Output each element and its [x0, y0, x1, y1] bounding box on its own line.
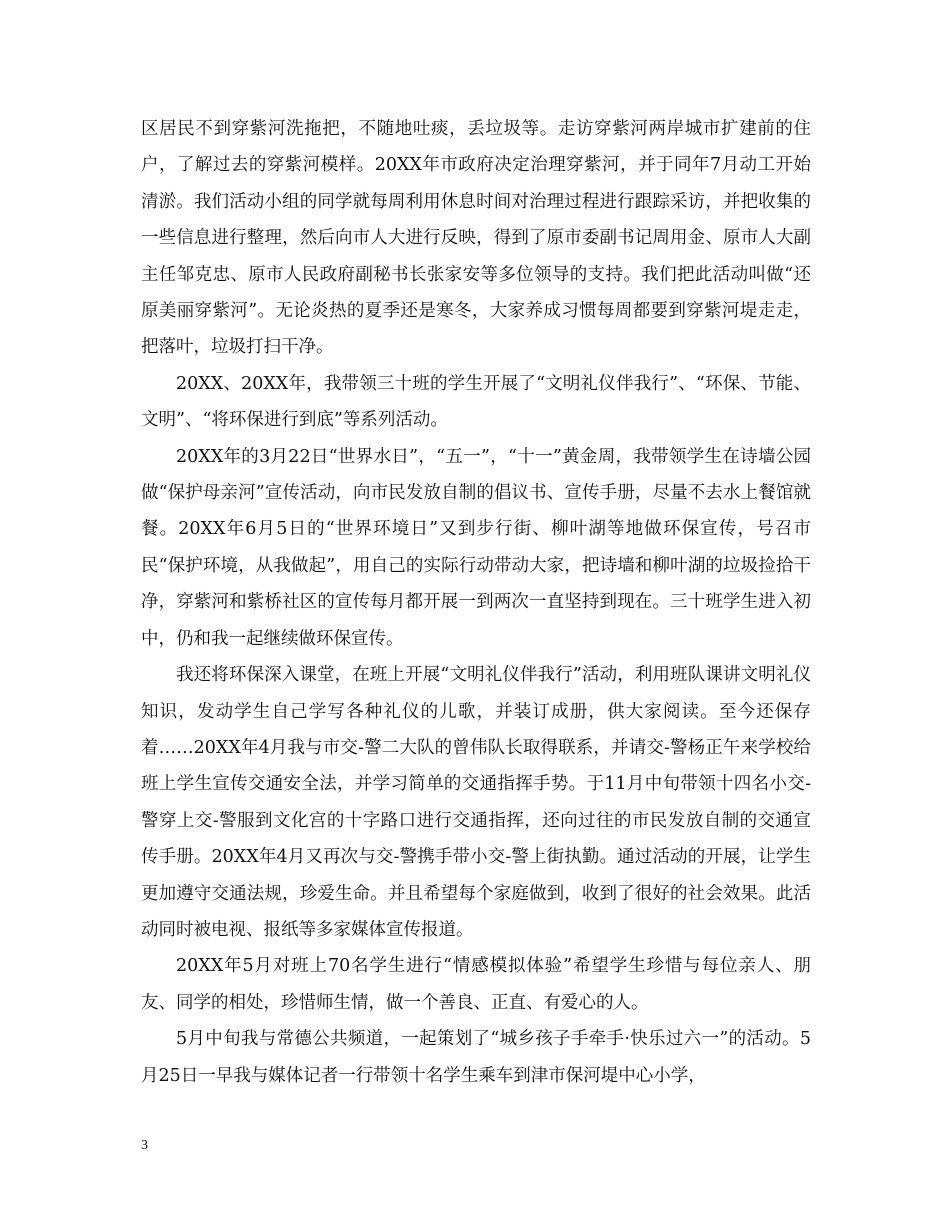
paragraph-6: 5月中旬我与常德公共频道，一起策划了“城乡孩子手牵手·快乐过六一”的活动。5月25日一早我与媒体记者一行带领十名学生乘车到津市保河堤中心小学， — [141, 1029, 811, 1086]
paragraph-5: 20XX年5月对班上70名学生进行“情感模拟体验”希望学生珍惜与每位亲人、朋友、同学的相处，珍惜师生情，做一个善良、正直、有爱心的人。 — [141, 956, 811, 1013]
paragraph-4: 我还将环保深入课堂，在班上开展“文明礼仪伴我行”活动，利用班队课讲文明礼仪知识，发动学生自己学写各种礼仪的儿歌，并装订成册，供大家阅读。至今还保存着……20XX年4月我与市交-警二大队的曾伟队长取得联系，并请交-警杨正午来学校给班上学生宣传交通安全法，并学习简单的交通指挥手势。于11月中旬带领十四名小交-警穿上交-警服到文化宫的十字路口进行交通指挥，还向过往的市民发放自制的交通宣传手册。20XX年4月又再次与交-警携手带小交-警上街执勤。通过活动的开展，让学生更加遵守交通法规，珍爱生命。并且希望每个家庭做到，收到了很好的社会效果。此活动同时被电视、报纸等多家媒体宣传报道。 — [141, 665, 811, 940]
page-number: 3 — [141, 1138, 148, 1153]
body-text — [141, 111, 811, 1094]
paragraph-3: 20XX年的3月22日“世界水日”，“五一”，“十一”黄金周，我带领学生在诗墙公园做“保护母亲河”宣传活动，向市民发放自制的倡议书、宣传手册，尽量不去水上餐馆就餐。20XX年6月5日的“世界环境日”又到步行街、柳叶湖等地做环保宣传，号召市民“保护环境，从我做起”，用自己的实际行动带动大家，把诗墙和柳叶湖的垃圾捡拾干净，穿紫河和紫桥社区的宣传每月都开展一到两次一直坚持到现在。三十班学生进入初中，仍和我一起继续做环保宣传。 — [141, 446, 811, 649]
paragraph-1: 区居民不到穿紫河洗拖把，不随地吐痰，丢垃圾等。走访穿紫河两岸城市扩建前的住户，了解过去的穿紫河模样。20XX年市政府决定治理穿紫河，并于同年7月动工开始清淤。我们活动小组的同学就每周利用休息时间对治理过程进行跟踪采访，并把收集的一些信息进行整理，然后向市人大进行反映，得到了原市委副书记周用金、原市人大副主任邹克忠、原市人民政府副秘书长张家安等多位领导的支持。我们把此活动叫做“还原美丽穿紫河”。无论炎热的夏季还是寒冬，大家养成习惯每周都要到穿紫河堤走走，把落叶，垃圾打扫干净。 — [141, 119, 811, 358]
paragraph-2: 20XX、20XX年，我带领三十班的学生开展了“文明礼仪伴我行”、“环保、节能、文明”、“将环保进行到底”等系列活动。 — [141, 373, 811, 431]
